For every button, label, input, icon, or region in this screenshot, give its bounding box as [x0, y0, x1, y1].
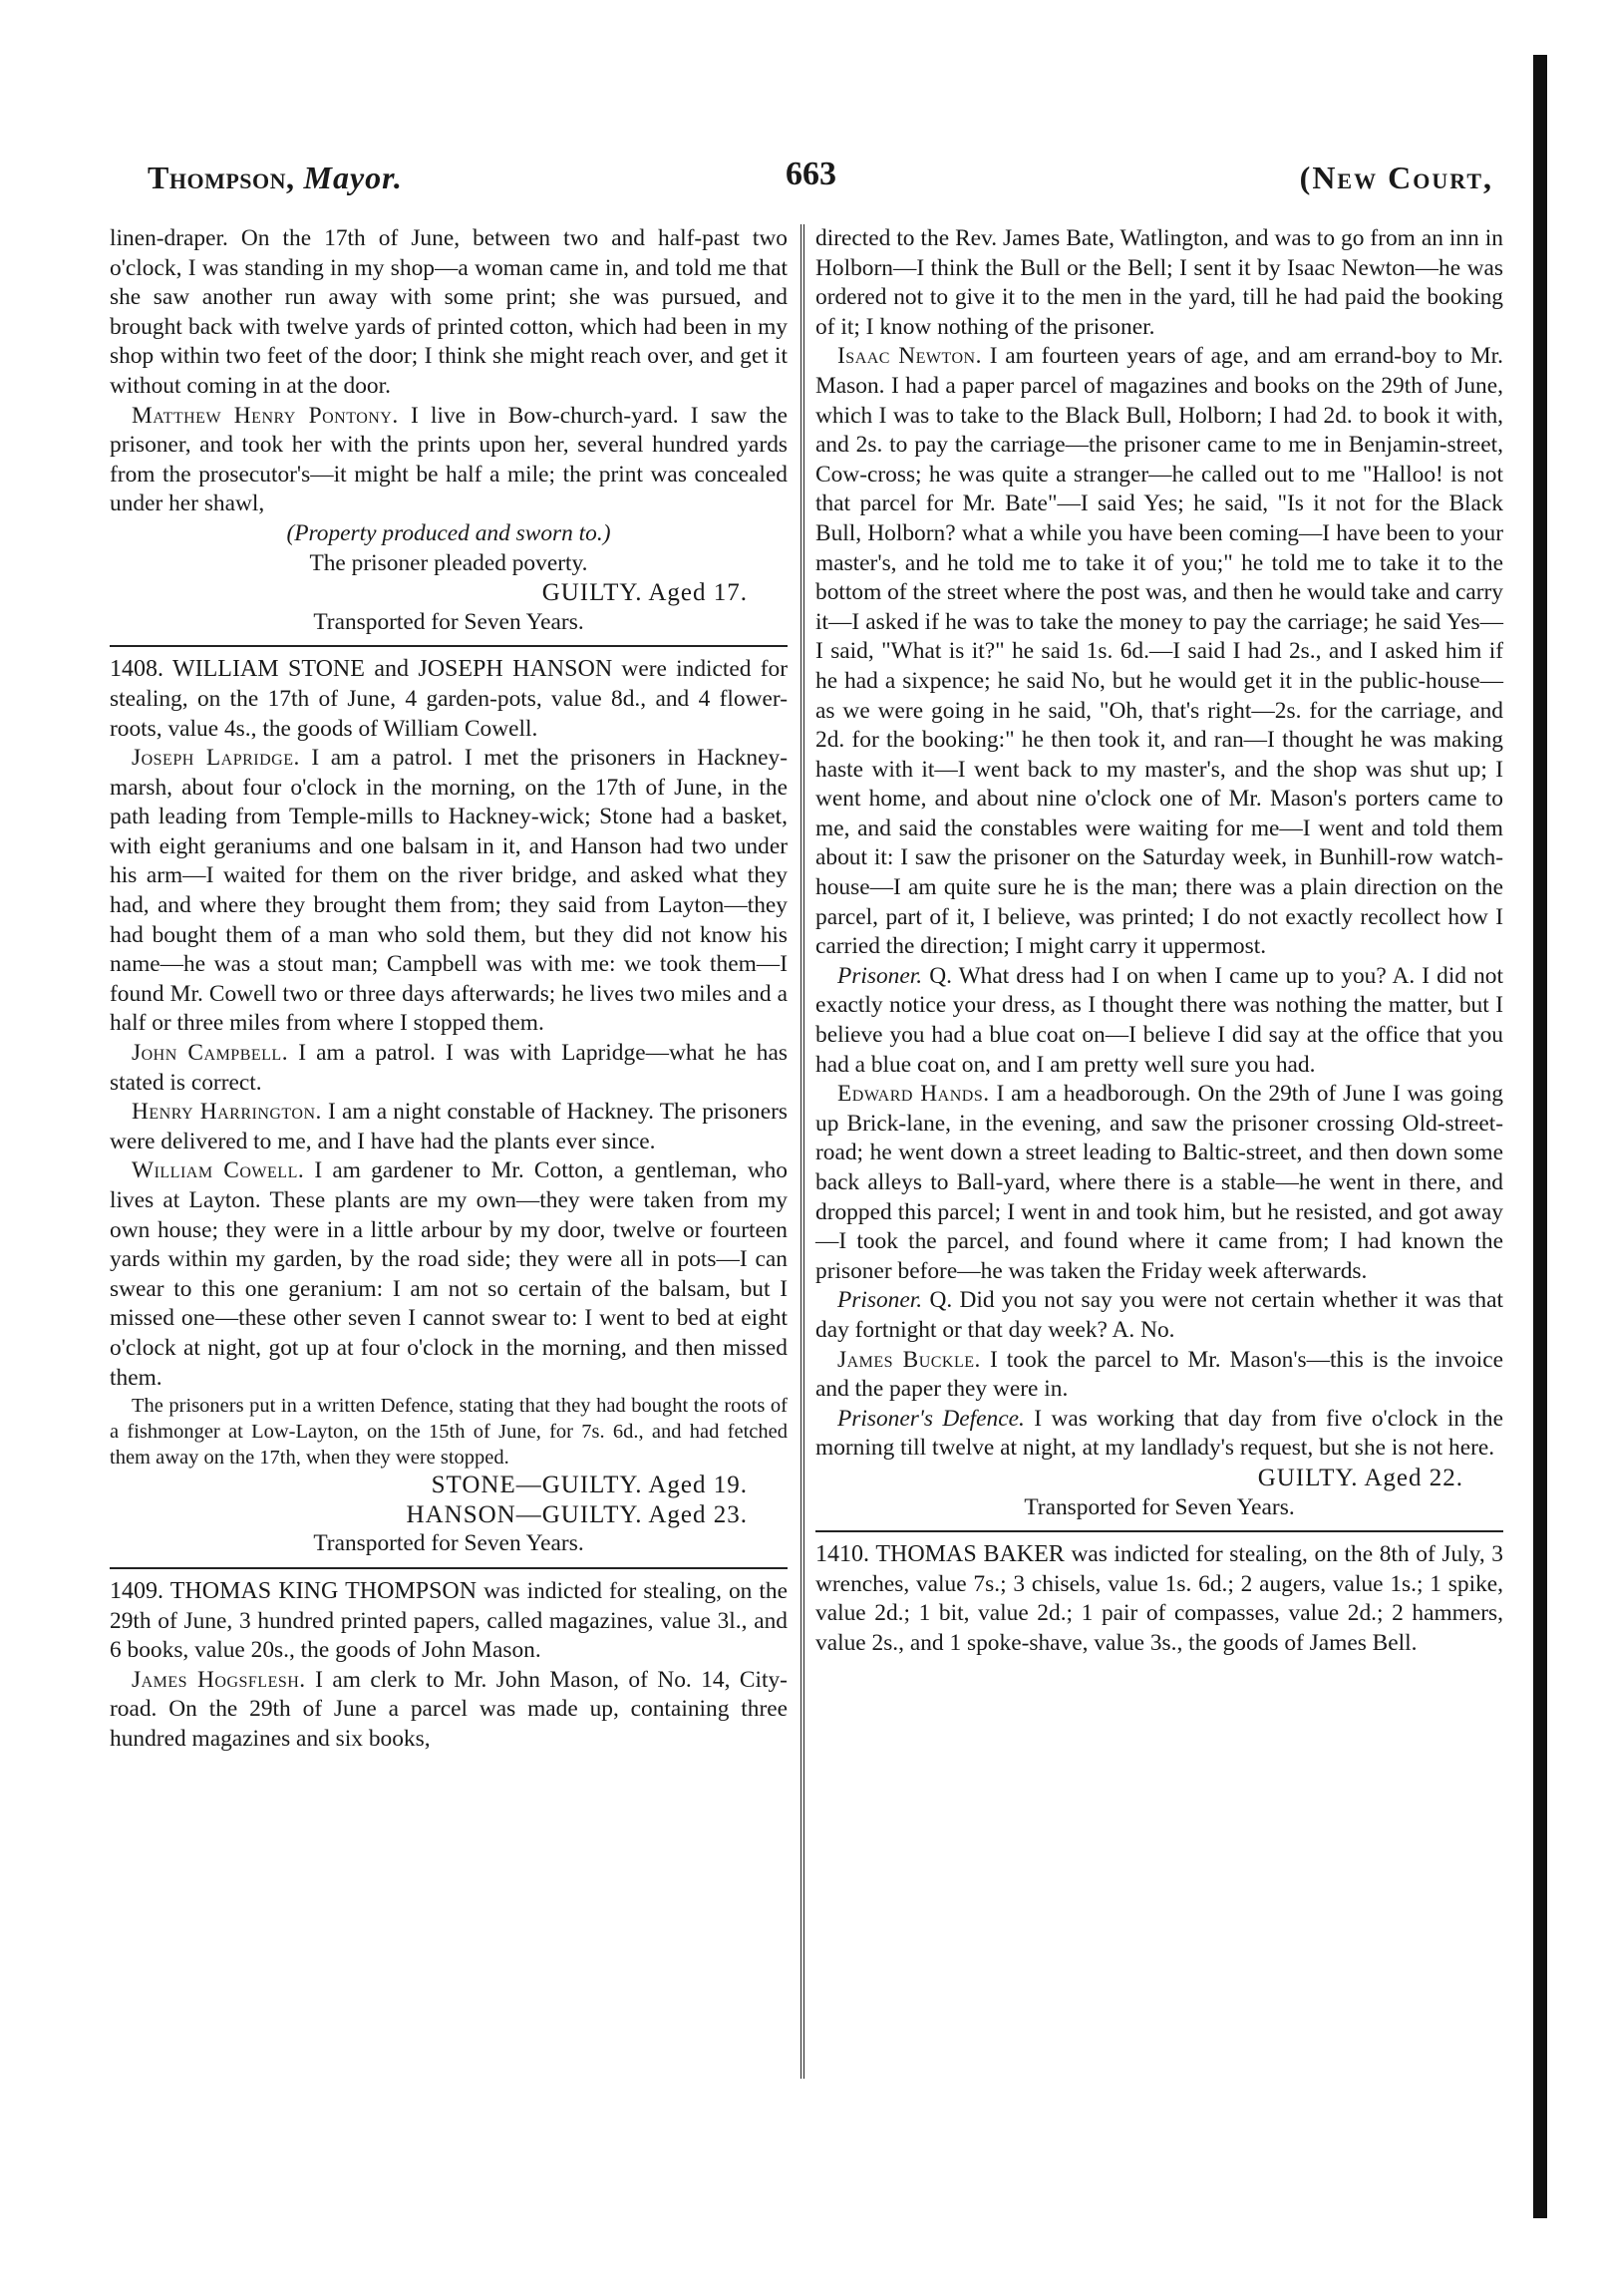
- left-column: [110, 224, 788, 1755]
- testimony-buckle: [815, 1346, 1503, 1405]
- case-text: were indicted for stealing, on the 17th of June, 4 garden-pots, value 8d., and 4 flower-roots, value 4s., the goods of William Cowell.: [110, 656, 788, 742]
- testimony-pontony: [110, 402, 788, 519]
- right-column: [815, 224, 1503, 1659]
- witness-name: William Cowell.: [132, 1157, 305, 1184]
- prisoner-question: [815, 1286, 1503, 1345]
- prisoner-defence: [815, 1405, 1503, 1464]
- witness-name: Matthew Henry Pontony.: [132, 402, 399, 429]
- case-1409: [110, 1577, 788, 1666]
- testimony-text: I took the parcel to Mr. Mason's—this is the invoice and the paper they were in.: [815, 1346, 1504, 1403]
- case-rule: [110, 1567, 788, 1569]
- header-name: Thompson,: [148, 160, 295, 195]
- sentence: Transported for Seven Years.: [313, 608, 584, 635]
- speaker-label: Prisoner's Defence.: [837, 1405, 1025, 1432]
- paragraph: directed to the Rev. James Bate, Watlington, and was to go from an inn in Holborn—I think the Bull or the Bell; I sent it by Isaac Newton—he was ordered not to give it to the men in the yard, till he had paid the booking of it; I know nothing of the prisoner.: [815, 225, 1503, 340]
- witness-name: Edward Hands.: [837, 1081, 990, 1108]
- case-heading: 1409. THOMAS KING THOMPSON: [110, 1577, 478, 1604]
- case-text: was indicted for stealing, on the 29th of June, 3 hundred printed papers, called magazines, value 3l., and 6 books, value 20s., the goods of John Mason.: [110, 1577, 788, 1664]
- verdict-hanson: HANSON—GUILTY. Aged 23.: [406, 1500, 748, 1528]
- witness-name: James Buckle.: [837, 1346, 981, 1373]
- verdict-stone: STONE—GUILTY. Aged 19.: [431, 1472, 748, 1499]
- testimony-harrington: [110, 1098, 788, 1156]
- testimony-text: I am clerk to Mr. John Mason, of No. 14, City-road. On the 29th of June a parcel was made up, containing three hundred magazines and six books,: [110, 1666, 788, 1752]
- header-title: Mayor.: [303, 160, 403, 195]
- page-edge-bar: [1533, 55, 1547, 2218]
- testimony-text: I am a patrol. I met the prisoners in Hackney-marsh, about four o'clock in the morning, on the 17th of June, in the path leading from Temple-mills to Hackney-wick; Stone had a basket, with eight geraniums and one balsam in it, and Hanson had two under his arm—I waited for them on the river bridge, and asked what they had, and where they brought them from; they said from Layton—they had bought them of a man who sold them, but they did not know his name—he was a stout man; Campbell was with me: we took them—I found Mr. Cowell two or three days afterwards; he lives two miles and a half or three miles from where I stopped them.: [110, 745, 788, 1037]
- case-1408: [110, 655, 788, 744]
- testimony-text: I am a patrol. I was with Lapridge—what he has stated is correct.: [110, 1040, 788, 1096]
- witness-name: Joseph Lapridge.: [132, 745, 300, 772]
- testimony-newton: [815, 342, 1503, 961]
- header-left: [148, 160, 403, 196]
- case-heading: 1410. THOMAS BAKER: [815, 1541, 1065, 1568]
- testimony-cowell: [110, 1156, 788, 1393]
- property-note: (Property produced and sworn to.): [286, 519, 611, 546]
- defence-text: I was working that day from five o'clock in the morning till twelve at night, at my landlady's request, but she is not here.: [815, 1405, 1503, 1462]
- case-rule: [110, 645, 788, 647]
- witness-name: James Hogsflesh.: [132, 1666, 306, 1693]
- testimony-text: I live in Bow-church-yard. I saw the prisoner, and took her with the prints upon her, several hundred yards from the prosecutor's—it might be half a mile; the print was concealed under her shawl,: [110, 402, 789, 517]
- witness-name: Henry Harrington.: [132, 1099, 322, 1126]
- testimony-text: I am gardener to Mr. Cotton, a gentleman, who lives at Layton. These plants are my own—they were taken from my own house; they were in a little arbour by my door, twelve or fourteen yards within my garden, by the road side; they were all in pots—I can swear to this one geranium: I am not so certain of the balsam, but I missed one—these other seven I cannot swear to: I went to bed at eight o'clock at night, got up at four o'clock in the morning, and then missed them.: [110, 1157, 788, 1391]
- speaker-label: Prisoner.: [837, 962, 923, 989]
- prisoner-question: [815, 962, 1503, 1080]
- case-text: was indicted for stealing, on the 8th of July, 3 wrenches, value 7s.; 3 chisels, value 1s. 6d.; 2 augers, value 1s.; 1 spike, value 2d.; 1 bit, value 2d.; 1 pair of compasses, value 2d.; 2 hammers, value 2s., and 1 spoke-shave, value 3s., the goods of James Bell.: [815, 1541, 1503, 1656]
- case-1410: [815, 1540, 1503, 1658]
- testimony-text: I am a headborough. On the 29th of June I was going up Brick-lane, in the evening, and saw the prisoner crossing Old-street-road; he went down a street leading to Baltic-street, and then down some back alleys to Ball-yard, where there is a stable—he went in there, and dropped this parcel; I went in and took him, but he resisted, and got away—I took the parcel, and found where it came from; I had known the prisoner before—he was taken the Friday week afterwards.: [815, 1081, 1503, 1284]
- written-defence: The prisoners put in a written Defence, stating that they had bought the roots of a fishmonger at Low-Layton, on the 15th of June, for 7s. 6d., and had fetched them away on the 17th, when they were stopped.: [110, 1395, 788, 1470]
- testimony-campbell: [110, 1039, 788, 1098]
- testimony-text: I am a night constable of Hackney. The prisoners were delivered to me, and I have had the plants ever since.: [110, 1099, 788, 1154]
- paragraph: linen-draper. On the 17th of June, between two and half-past two o'clock, I was standing in my shop—a woman came in, and told me that she saw another run away with some print; she was pursued, and brought back with twelve yards of printed cotton, which had been in my shop within two feet of the door; I think she might reach over, and get it without coming in at the door.: [110, 225, 788, 399]
- verdict: GUILTY. Aged 22.: [1257, 1464, 1463, 1491]
- testimony-text: I am fourteen years of age, and am errand-boy to Mr. Mason. I had a paper parcel of magazines and books on the 29th of June, which I was to take to the Black Bull, Holborn; I had 2d. to book it with, and 2s. to pay the carriage—the prisoner came to me in Benjamin-street, Cow-cross; he was quite a stranger—he called out to me "Halloo! is not that parcel for Mr. Bate"—I said Yes; he said, "Is it not for the Black Bull, Holborn? what a while you have been coming—I have been to your master's, and he told me to take it of you;" he told me to take it to the bottom of the street where the post was, and then he would take and carry it—I asked if he was to take the money to pay the carriage; he said Yes—I said, "What is it?" he said 1s. 6d.—I said I had 2s., and I asked him if he had a sixpence; he said No, but he would get it in the public-house—as we were going in he said, "Oh, that's right—2s. for the carriage, and 2d. for the booking:" he then took it, and ran—I thought he was making haste with it—I went back to my master's, and the shop was shut up; I went home, and about nine o'clock one of Mr. Mason's porters came to me, and said the constables were waiting for me—I went and told them about it: I saw the prisoner on the Saturday week, in Bunhill-row watch-house—I am quite sure he is the man; there was a plain direction on the parcel, part of it, I believe, was printed; I do not exactly recollect how I carried the direction; I might carry it uppermost.: [815, 343, 1503, 960]
- verdict: GUILTY. Aged 17.: [541, 579, 748, 607]
- question-text: Q. What dress had I on when I came up to you? A. I did not exactly notice your dress, as I thought there was nothing the matter, but I believe you had a blue coat on—I believe I did say at the office that you had a blue coat on, and I am pretty well sure you had.: [815, 962, 1503, 1078]
- header-right: (New Court,: [1299, 160, 1493, 195]
- case-heading: 1408. WILLIAM STONE and JOSEPH HANSON: [110, 656, 613, 683]
- sentence: Transported for Seven Years.: [313, 1530, 584, 1557]
- testimony-lapridge: [110, 744, 788, 1039]
- witness-name: John Campbell.: [132, 1040, 289, 1067]
- running-header: [148, 156, 1493, 207]
- speaker-label: Prisoner.: [837, 1287, 923, 1314]
- plea-note: The prisoner pleaded poverty.: [309, 549, 588, 576]
- case-rule: [815, 1530, 1503, 1532]
- testimony-hands: [815, 1080, 1503, 1286]
- sentence: Transported for Seven Years.: [1024, 1493, 1295, 1520]
- column-divider: [800, 224, 804, 2079]
- testimony-hogsflesh: [110, 1666, 788, 1755]
- page-number: 663: [786, 156, 836, 192]
- witness-name: Isaac Newton.: [837, 343, 982, 370]
- question-text: Q. Did you not say you were not certain whether it was that day fortnight or that day week? A. No.: [815, 1287, 1503, 1343]
